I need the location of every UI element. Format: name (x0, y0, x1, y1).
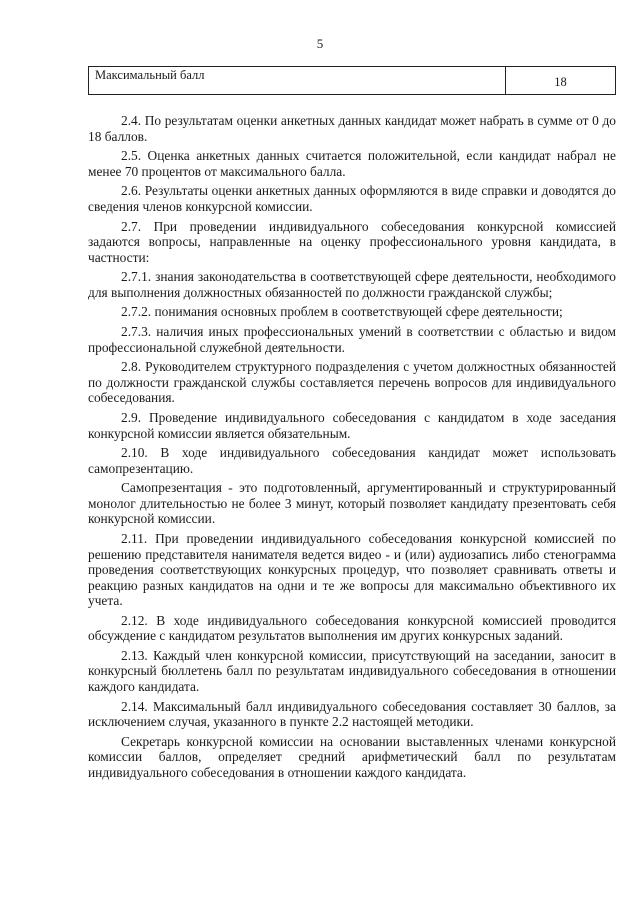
paragraph-2-7-2: 2.7.2. понимания основных проблем в соответствующей сфере деятельности; (121, 304, 563, 320)
paragraph-2-6: 2.6. Результаты оценки анкетных данных оформляются в виде справки и доводятся до сведения членов конкурсной комиссии. (88, 183, 616, 214)
paragraph-2-11: 2.11. При проведении индивидуального собеседования конкурсной комиссией по решению представителя нанимателя ведется видео - и (или) аудиозапись либо стенограмма проведения соответствующих конкурсных процедур, что позволяет сравнивать ответы и реакцию разных кандидатов на одни и те же вопросы для максимально объективного их учета. (88, 531, 616, 609)
paragraph-2-7-1: 2.7.1. знания законодательства в соответствующей сфере деятельности, необходимого для выполнения должностных обязанностей по должности гражданской службы; (88, 269, 616, 300)
score-table-value: 18 (554, 75, 567, 89)
document-body (88, 113, 616, 785)
paragraph-2-4: 2.4. По результатам оценки анкетных данных кандидат может набрать в сумме от 0 до 18 баллов. (88, 113, 616, 144)
paragraph-self-presentation: Самопрезентация - это подготовленный, аргументированный и структурированный монолог длительностью не более 3 минут, который позволяет кандидату презентовать себя конкурсной комиссии. (88, 480, 616, 527)
paragraph-2-9: 2.9. Проведение индивидуального собеседования с кандидатом в ходе заседания конкурсной комиссии является обязательным. (88, 410, 616, 441)
paragraph-2-13: 2.13. Каждый член конкурсной комиссии, присутствующий на заседании, заносит в конкурсный бюллетень балл по результатам индивидуального собеседования в отношении каждого кандидата. (88, 647, 616, 694)
score-table (88, 66, 616, 95)
page-number: 5 (316, 36, 324, 51)
score-table-label: Максимальный балл (89, 67, 506, 94)
paragraph-2-5: 2.5. Оценка анкетных данных считается положительной, если кандидат набрал не менее 70 процентов от максимального балла. (88, 148, 616, 179)
paragraph-2-7-3: 2.7.3. наличия иных профессиональных умений в соответствии с областью и видом профессиональной служебной деятельности. (88, 324, 616, 355)
paragraph-secretary: Секретарь конкурсной комиссии на основании выставленных членами конкурсной комиссии баллов, определяет средний арифметический балл по результатам индивидуального собеседования в отношении каждого кандидата. (88, 733, 616, 780)
paragraph-2-12: 2.12. В ходе индивидуального собеседования конкурсной комиссией проводится обсуждение с кандидатом результатов выполнения им других конкурсных заданий. (88, 612, 616, 644)
paragraph-2-8: 2.8. Руководителем структурного подразделения с учетом должностных обязанностей по должности гражданской службы составляется перечень вопросов для индивидуального собеседования. (88, 359, 616, 406)
paragraph-2-10: 2.10. В ходе индивидуального собеседования кандидат может использовать самопрезентацию. (88, 445, 616, 476)
paragraph-2-14: 2.14. Максимальный балл индивидуального собеседования составляет 30 баллов, за исключением случая, указанного в пункте 2.2 настоящей методики. (88, 698, 616, 730)
paragraph-2-7: 2.7. При проведении индивидуального собеседования конкурсной комиссией задаются вопросы, направленные на оценку профессионального уровня кандидата, в частности: (88, 218, 616, 265)
